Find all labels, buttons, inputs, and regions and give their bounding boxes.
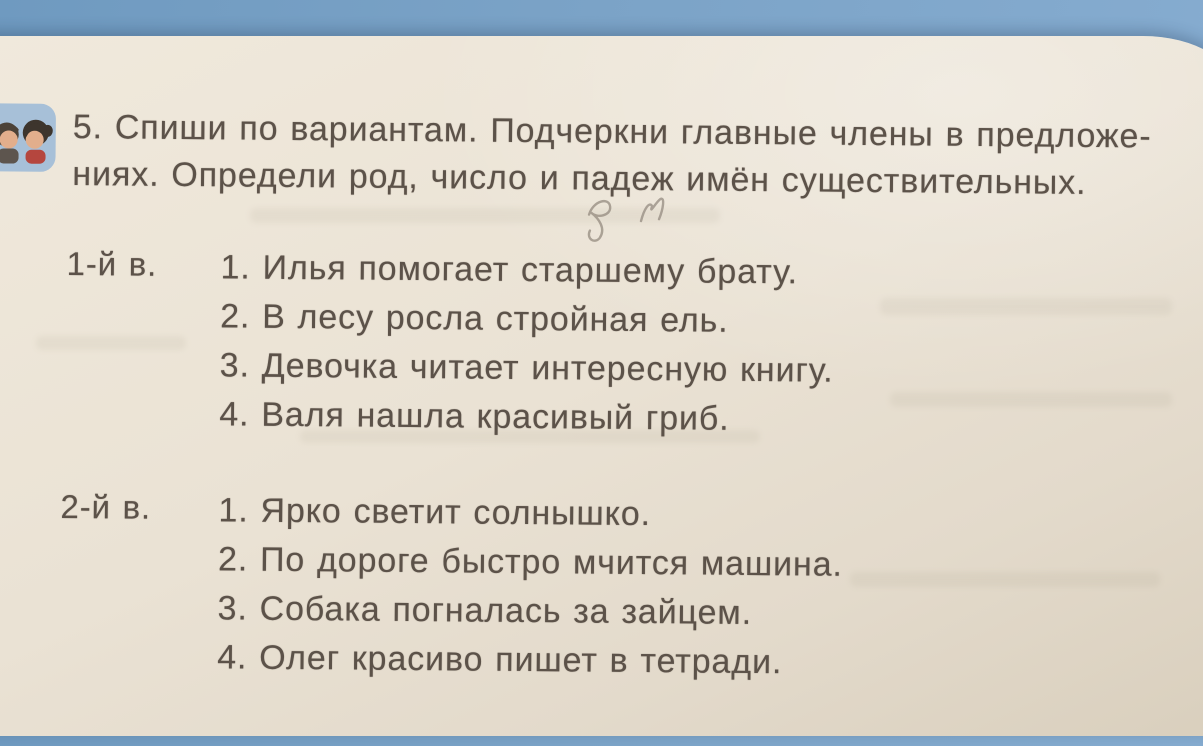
- pair-work-children-icon: [0, 101, 62, 176]
- page-content: [0, 35, 1203, 746]
- sentence: 2. В лесу росла стройная ель.: [220, 297, 729, 340]
- book-page: [0, 36, 1203, 736]
- variant-1-label: 1-й в.: [66, 245, 158, 283]
- sentence: 3. Собака погналась за зайцем.: [217, 589, 753, 633]
- sentence: 1. Илья помогает старшему брату.: [220, 248, 799, 292]
- sentence: 4. Олег красиво пишет в тетради.: [217, 638, 783, 682]
- sentence: 4. Валя нашла красивый гриб.: [219, 395, 730, 438]
- variant-2-label: 2-й в.: [60, 487, 152, 526]
- sentence: 3. Девочка читает интересную книгу.: [219, 346, 834, 390]
- variant-2-sentences: [217, 486, 844, 687]
- instruction-line-1: 5. Спиши по вариантам. Подчеркни главные члены в предложе-: [72, 108, 1152, 156]
- sentence: 2. По дороге быстро мчится машина.: [217, 540, 844, 584]
- instruction-line-2: ниях. Определи род, число и падеж имён существительных.: [72, 155, 1087, 202]
- variant-1-sentences: [219, 243, 835, 444]
- sentence: 1. Ярко светит солнышко.: [218, 491, 652, 534]
